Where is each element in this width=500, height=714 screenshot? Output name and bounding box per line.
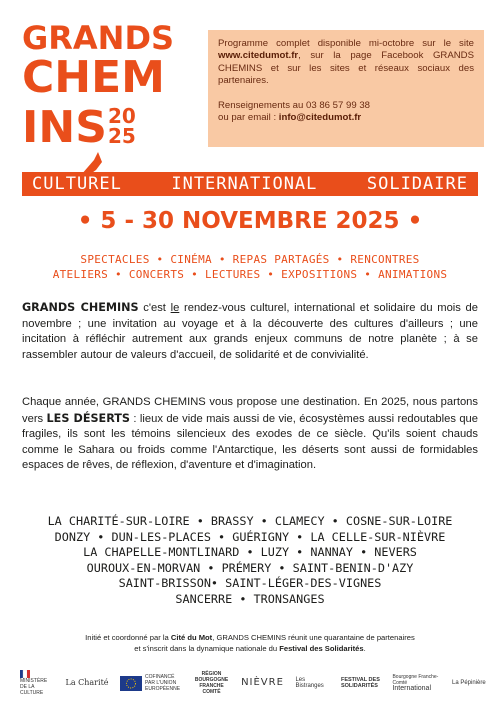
footer-credits [0,632,500,654]
info-contact [218,100,474,125]
destination-text-b: : lieux de vide mais aussi de vie, écosystèmes aussi redoutables que fragiles, ils sont les témoins silencieux des exodes de ce siècle. Qu'ils soient chauds comme le Sahara ou froids comme l'Antarctique, les déserts sont aussi de formidables espaces de rêves, de réflexion, d'aventure et d'imagination. [22,412,479,471]
footer-cite-du-mot: Cité du Mot [170,633,213,642]
logo-year-top: 20 [108,104,136,128]
bistranges-label: Les Bistranges [295,677,324,689]
email-link[interactable]: info@citedumot.fr [278,112,362,124]
towns-line: DONZY • DUN-LES-PLACES • GUÉRIGNY • LA CELLE-SUR-NIÈVRE [54,529,446,544]
bfci-label-b: International [392,685,431,692]
logo-region-bfc [194,671,230,695]
grands-chemins-logo [22,19,175,172]
genres-line-2: ATELIERS • CONCERTS • LECTURES • EXPOSITIONS • ANIMATIONS [52,268,448,281]
ministere-label: MINISTÈRE DE LA CULTURE [20,678,48,696]
logo-union-europeenne [120,674,182,692]
marianne-icon [20,670,30,678]
footer-line-2 [0,643,500,654]
tagline-solidaire: SOLIDAIRE [366,174,468,194]
logo-nievre [241,677,284,688]
festsol-label: FESTIVAL DES SOLIDARITÉS [340,677,380,689]
intro-bold-name: GRANDS CHEMINS [22,301,139,314]
bfci-label-a: Bourgogne Franche-Comté [392,674,439,686]
intro-text-a: c'est [138,302,171,314]
partner-logos [20,668,486,698]
footer-line-1 [0,632,500,643]
region-label: RÉGION BOURGOGNE FRANCHE COMTÉ [194,671,229,695]
tagline-band [22,172,478,196]
towns-line: OUROUX-EN-MORVAN • PRÉMERY • SAINT-BENIN-D'AZY [86,560,414,575]
logo-la-pepiniere [452,680,486,686]
logo-line-grands: GRANDS [22,19,175,57]
website-link[interactable]: www.citedumot.fr [218,50,299,62]
info-programme-text: Programme complet disponible mi-octobre sur le site [218,38,474,49]
intro-underlined: le [170,302,180,314]
logo-year-bottom: 25 [108,124,136,148]
pepiniere-label: La Pépinière [451,680,486,686]
event-dates: • 5 - 30 NOVEMBRE 2025 • [77,208,423,234]
eu-flag-icon [120,676,142,691]
info-programme [218,38,474,88]
destination-text-a: Chaque année, GRANDS CHEMINS vous propose une destination. En 2025, nous partons vers [22,396,478,425]
footer-text-b: , GRANDS CHEMINS réunit une quarantaine de partenaires [212,633,415,642]
logo-ministere-culture [20,670,54,696]
tagline-international: INTERNATIONAL [171,174,318,194]
towns-line: LA CHAPELLE-MONTLINARD • LUZY • NANNAY • NEVERS [83,545,417,559]
info-programme-text-end: , sur la page Facebook GRANDS CHEMINS et sur les sites et réseaux sociaux des partenaires. [218,50,474,87]
intro-text-b: rendez-vous culturel, international et solidaire du mois de novembre ; une invitation au voyage et à la découverte des cultures d'ailleurs ; une incitation à réfléchir autrement aux grands enjeux communs de notre planète ; à se rassembler autour de valeurs d'accueil, de solidarité et de convivialité. [22,302,478,361]
charite-label: La Charité [65,678,109,687]
tagline-culturel: CULTUREL [32,174,122,194]
logo-line-ins: INS [22,102,107,153]
logo-bfc-international [392,674,440,692]
logo-line-chem: CHEM [22,52,165,103]
towns-line: LA CHARITÉ-SUR-LOIRE • BRASSY • CLAMECY • COSNE-SUR-LOIRE [47,514,453,528]
logo-bistranges [295,677,329,689]
info-phone: Renseignements au 03 86 57 99 38 [218,99,371,111]
info-box [208,30,484,147]
footer-text-a: Initié et coordonné par la [85,633,171,642]
logo-festival-solidarites [341,677,381,689]
towns-line: SAINT-BRISSON• SAINT-LÉGER-DES-VIGNES [118,576,382,590]
footer-text-d: . [363,644,366,653]
info-email-label: ou par email : [218,112,279,124]
intro-paragraph [22,300,478,363]
ue-label: COFINANCÉ PAR L'UNION EUROPÉENNE [145,674,181,692]
towns-line: SANCERRE • TRONSANGES [175,591,325,606]
nievre-label: NIÈVRE [241,677,284,688]
footer-text-c: et s'inscrit dans la dynamique nationale du [134,644,280,653]
towns-list [0,514,500,607]
logo-la-charite [66,680,109,686]
destination-paragraph [22,395,478,474]
destination-bold: LES DÉSERTS [46,411,130,425]
logo-year [108,106,158,146]
footer-festival: Festival des Solidarités [279,644,364,653]
genres-line-1: SPECTACLES • CINÉMA • REPAS PARTAGÉS • RENCONTRES [80,253,420,266]
